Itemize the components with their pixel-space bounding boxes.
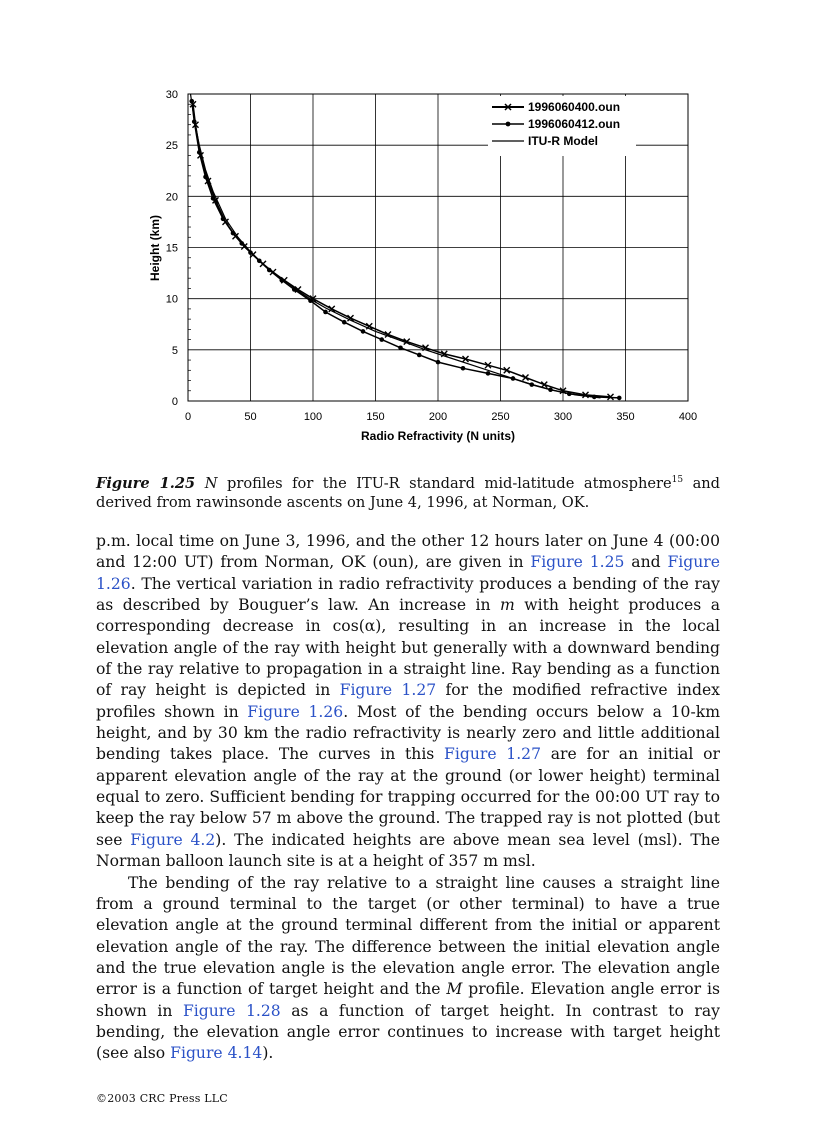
figure-link-4-14[interactable]: Figure 4.14 xyxy=(170,1044,263,1063)
caption-symbol: N xyxy=(204,475,218,492)
x-tick-label: 400 xyxy=(678,411,698,423)
figure-link-1-26[interactable]: Figure 1.26 xyxy=(247,702,344,721)
data-point-dot xyxy=(436,360,441,365)
data-point-dot xyxy=(617,396,622,401)
x-tick-labels xyxy=(185,411,697,423)
x-tick-label: 200 xyxy=(428,411,448,423)
data-point-dot xyxy=(323,310,328,315)
paragraph-2: The bending of the ray relative to a straight line causes a straight line from a ground terminal to the target (or other terminal) to have a true elevation angle at the ground terminal different from the initial or apparent elevation angle of the ray. The difference between the initial elevation angle and the true elevation angle is the elevation angle error. The elevation angle error is a function of target height and the M profile. Elevation angle error is shown in Figure 1.28 as a function of target height. In contrast to ray bending, the elevation angle error continues to increase with target height (see also Figure 4.14). xyxy=(96,873,720,1063)
y-tick-label: 5 xyxy=(171,344,178,357)
data-point-dot xyxy=(461,366,466,371)
y-tick-label: 0 xyxy=(171,396,178,408)
x-tick-label: 250 xyxy=(491,411,510,423)
data-point-dot xyxy=(342,320,347,325)
refractivity-chart xyxy=(130,80,720,450)
x-tick-label: 350 xyxy=(616,411,635,423)
x-tick-label: 50 xyxy=(244,411,257,423)
figure-link-1-28[interactable]: Figure 1.28 xyxy=(182,1001,281,1020)
caption-footnote: 15 xyxy=(671,475,684,486)
caption-text-b: and derived from rawinsonde ascents on June 4, 1996, at Norman, OK. xyxy=(96,475,721,511)
caption-label: Figure 1.25 xyxy=(96,475,196,492)
data-point-dot xyxy=(486,371,491,376)
x-tick-label: 150 xyxy=(366,411,385,423)
data-point-dot xyxy=(417,353,422,358)
data-point-dot xyxy=(398,345,403,350)
x-axis-title: Radio Refractivity (N units) xyxy=(360,429,516,443)
data-point-dot xyxy=(379,337,384,342)
legend-label-series-3: ITU-R Model xyxy=(528,134,598,148)
legend-label-series-2: 1996060412.oun xyxy=(528,117,621,131)
body-text xyxy=(96,531,720,1065)
legend-label-series-1: 1996060400.oun xyxy=(528,100,621,114)
caption-text-a: profiles for the ITU-R standard mid-latitude atmosphere xyxy=(227,475,672,492)
figure-link-1-27[interactable]: Figure 1.27 xyxy=(339,681,437,700)
figure-caption xyxy=(96,474,720,512)
y-tick-label: 15 xyxy=(165,242,178,255)
y-tick-label: 10 xyxy=(165,293,178,306)
paragraph-1: p.m. local time on June 3, 1996, and the other 12 hours later on June 4 (00:00 and 12:00 UT) from Norman, OK (oun), are given in Figure 1.25 and Figure 1.26. The vertical variation in radio refractivity produces a bending of the ray as described by Bouguer’s law. An increase in m with height produces a corresponding decrease in cos(α), resulting in an increase in the local elevation angle of the ray with height but generally with a downward bending of the ray relative to propagation in a straight line. Ray bending as a function of ray height is depicted in Figure 1.27 for the modified refractive index profiles shown in Figure 1.26. Most of the bending occurs below a 10-km height, and by 30 km the radio refractivity is nearly zero and little additional bending takes place. The curves in this Figure 1.27 are for an initial or apparent elevation angle of the ray at the ground (or lower height) terminal equal to zero. Sufficient bending for trapping occurred for the 00:00 UT ray to keep the ray below 57 m above the ground. The trapped ray is not plotted (but see Figure 4.2). The indicated heights are above mean sea level (msl). The Norman balloon launch site is at a height of 357 m msl. xyxy=(96,532,720,871)
figure-link-1-27[interactable]: Figure 1.27 xyxy=(444,745,542,764)
legend xyxy=(488,96,636,156)
x-tick-label: 300 xyxy=(553,411,573,423)
y-tick-label: 20 xyxy=(165,191,178,204)
y-axis-title: Height (km) xyxy=(148,215,162,281)
x-tick-label: 0 xyxy=(184,411,192,423)
figure-link-1-26[interactable]: Figure 1.26 xyxy=(96,553,720,593)
y-tick-label: 25 xyxy=(165,140,178,153)
data-point-dot xyxy=(211,196,216,201)
data-point-dot xyxy=(361,329,366,334)
copyright-footer: ©2003 CRC Press LLC xyxy=(96,1092,228,1105)
figure-link-4-2[interactable]: Figure 4.2 xyxy=(130,830,216,849)
x-tick-label: 100 xyxy=(303,411,323,423)
figure-link-1-25[interactable]: Figure 1.25 xyxy=(530,553,625,572)
y-tick-labels xyxy=(166,89,178,408)
y-tick-label: 30 xyxy=(165,89,178,101)
